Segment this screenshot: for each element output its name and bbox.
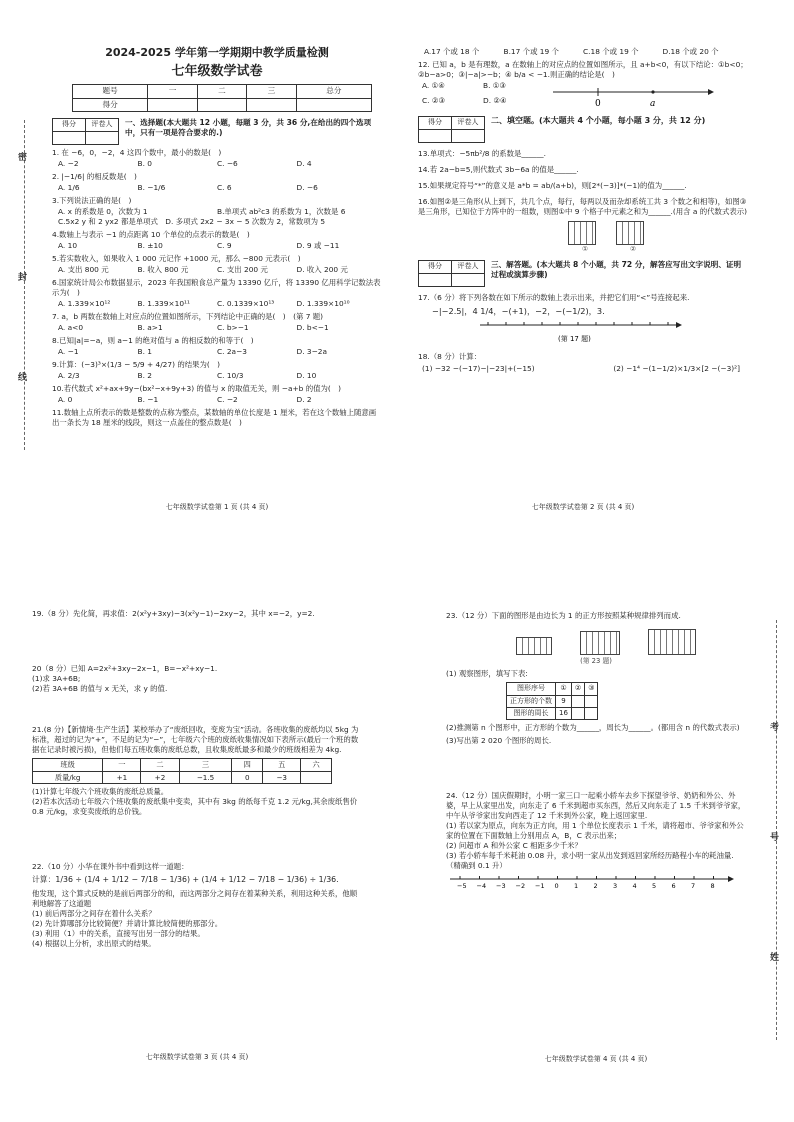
option-d: D. b<−1 [296,322,329,332]
binding-line-left [24,120,25,450]
option-c: C. −2 [217,394,238,404]
numline-label-a: a [650,98,656,109]
option-d: D.18 个或 20 个 [662,47,719,56]
page-footer: 七年级数学试卷第 3 页 (共 4 页) [145,1052,249,1061]
question-options [52,346,382,357]
grader-box [418,260,485,287]
option-b: B. 收入 800 元 [137,264,189,274]
option-a: A. ①④ [422,80,445,90]
option-a: A. 1/6 [58,182,80,192]
page-footer: 七年级数学试卷第 2 页 (共 4 页) [531,502,635,511]
q22-calc: 计算：1/36 ÷ (1/4 + 1/12 − 7/18 − 1/36) + (1/4 + 1/12 − 7/18 − 1/36) ÷ 1/36. [32,875,339,885]
question-stem: 8.已知|a|=−a，则 a−1 的绝对值与 a 的相反数的和等于( ) [52,335,254,345]
number-line-q17 [478,317,688,343]
q17-numbers: −|−2.5|，4 1/4，−(+1)，−2，−(−1/2)，3. [432,306,605,317]
option-a: A. 支出 800 元 [58,264,109,274]
grader-cell [452,274,485,287]
tick-label: 5 [652,882,657,891]
q23-item-3: (3)写出第 2 020 个图形的周长. [446,736,552,746]
table-cell [571,695,584,707]
question-19: 19.（8 分）先化简，再求值：2(x²y+3xy)−3(x²y−1)−2xy−2，其中 x=−2，y=2. [32,609,315,618]
question-4 [52,230,382,251]
question-22: 22.（10 分）小华在课外书中看到这样一道题： [32,862,189,872]
tick-label: −4 [476,882,487,891]
tick-label: −3 [496,882,506,891]
q18-item-1: (1) −32 −(−17)−|−23|+(−15) [422,364,535,374]
tick-label: 1 [574,882,579,891]
number-line-q12 [548,80,718,110]
option-c: C. b>−1 [217,322,249,332]
grid-figure-2 [616,221,644,245]
option-b: B. ±10 [137,240,163,250]
option-c: C. 9 [217,240,232,250]
grader-box [52,118,119,145]
question-21: 21.(8 分)【新情境·生产生活】某校举办了“废纸回收，变废为宝”活动。各班收集的废纸均以 5kg 为标准，超过的记为“+”，不足的记为“−”，七年级六个班的废纸收集情况如下表所示(最后一个班的数据在记录时被污损)，但他们每五班收集的废纸总数，且收集废纸最多和最少的班级相差为 4kg. [32,724,359,754]
grader-label-score: 得分 [419,116,452,129]
figure-label-1: ① [581,244,589,253]
exam-subtitle: 七年级数学试卷 [171,63,263,79]
table-cell: 0 [232,771,263,784]
table-header-cell: 一 [103,758,141,771]
table-header-cell: 五 [263,758,301,771]
option-b: B. 0 [137,158,152,168]
side-mark-right-3: 姓 [770,953,780,963]
q17-caption: (第 17 题) [558,335,591,344]
tick-label: −1 [535,882,545,891]
q24-item-2: (2) 问超市 A 和外公家 C 相距多少千米？ [446,841,582,851]
option-c: C. 10/3 [217,370,244,380]
question-options [52,206,382,217]
option-a: A. 10 [58,240,78,250]
tick-label: 7 [691,882,696,891]
table-cell [301,771,332,784]
option-d: D. 收入 200 元 [296,264,348,274]
grader-cell [452,129,485,142]
option-b: B. 1 [137,346,152,356]
option-b: B.单项式 ab²c3 的系数为 1，次数是 6 [217,206,346,216]
option-a: A. −1 [58,346,79,356]
q11-options [418,46,748,57]
section-2-header [418,116,748,143]
pattern-figure-3 [648,629,696,655]
q22-item-2: (2) 先计算哪部分比较简便？并请计算比较简便的那部分。 [32,918,223,928]
table-header-cell: ③ [585,683,598,695]
option-d: D. 1.339×10¹⁰ [296,298,350,308]
tick-label: 4 [632,882,637,891]
side-mark-right-1: 考 [770,723,780,733]
grader-label-reviewer: 评卷人 [86,118,119,131]
question-15: 15.如果规定符号“*”的意义是 a*b = ab/(a+b)，则[2*(−3)]*(−1)的值为______. [418,180,687,190]
question-options [52,298,382,309]
table-cell [585,695,598,707]
score-header-2: 二 [197,85,246,98]
question-stem: 12. 已知 a，b 是有理数，a 在数轴上的对应点的位置如图所示，且 a+b<0，有以下结论：①b<0；②b−a>0；③|−a|>−b；④ b/a < −1.则正确的结论是( ) [418,59,748,79]
option-b: B. −1/6 [137,182,166,192]
option-d: D. ②④ [483,95,507,105]
option-d: D. 2 [296,394,312,404]
table-cell: +1 [103,771,141,784]
score-header-1: 一 [148,85,197,98]
option-c: C. 6 [217,182,232,192]
grader-label-reviewer: 评卷人 [452,261,485,274]
q20-item-2: (2)若 3A+6B 的值与 x 无关，求 y 的值. [32,683,168,693]
question-13: 13.单项式：−5πb²/8 的系数是______. [418,148,546,158]
question-stem: 11.数轴上点所表示的数是整数的点称为整点，某数轴的单位长度是 1 厘米，若在这个数轴上随意画出一条长为 18 厘米的线段，则这一点盖住的整点数是( ) [52,407,377,427]
q23-table [506,682,598,720]
question-options [52,370,382,381]
exam-page-3 [32,606,362,1066]
q18-items [418,362,748,374]
exam-page-2 [418,46,748,516]
question-3 [52,196,382,227]
option-d: D. −6 [296,182,318,192]
q22-item-1: (1) 前后两部分之间存在着什么关系？ [32,908,156,918]
question-23: 23.（12 分）下面的图形是由边长为 1 的正方形按照某种规律排列而成. [446,611,681,620]
option-d: D. 4 [296,158,312,168]
table-header-cell: 图形序号 [507,683,556,695]
score-cell [197,98,246,111]
grader-cell [419,129,452,142]
question-stem: 5.若实数收入，如果收入 1 000 元记作 +1000 元，那么 −800 元表示( ) [52,253,301,263]
table-cell: 图形的周长 [507,708,556,720]
question-11 [52,408,382,428]
q23-figures [516,629,746,655]
tick-label: 0 [554,882,559,891]
section-3-title: 三、解答题。(本大题共 8 个小题，共 72 分，解答应写出文字说明、证明过程或演算步骤) [491,260,742,280]
question-stem: 2. |−1/6| 的相反数是( ) [52,171,137,181]
q21-item-2: (2)若本次活动七年级六个班收集的废纸集中变卖，其中有 3kg 的纸每千克 1.2 元/kg,其余废纸售价 0.8 元/kg，求变卖废纸的总价钱。 [32,797,358,817]
question-12 [418,60,748,110]
table-cell: 质量/kg [33,771,103,784]
side-mark-right-2: 号 [770,833,780,843]
option-d: D. 9 或 −11 [296,240,340,250]
question-stem: 3.下列说法正确的是( ) [52,195,132,205]
question-options [52,394,382,405]
grid-figure-1 [568,221,596,245]
question-18: 18.（8 分）计算： [418,352,482,362]
question-stem: 1. 在 −6，0，−2，4 这四个数中，最小的数是( ) [52,147,222,157]
table-cell: −1.5 [179,771,232,784]
score-cell [247,98,296,111]
option-b: B. a>1 [137,322,163,332]
option-a: A. x 的系数是 0，次数为 1 [58,206,148,216]
number-line-q24 [446,871,736,897]
q23-caption: (第 23 题) [580,656,612,665]
question-options [52,182,382,193]
option-b: B.17 个或 19 个 [503,47,559,56]
q18-item-2: (2) −1⁴ −(1−1/2)×1/3×[2 −(−3)²] [613,364,740,374]
tick-label: 8 [710,882,715,891]
q22-item-4: (4) 根据以上分析，求出原式的结果。 [32,938,156,948]
option-c: C. 支出 200 元 [217,264,268,274]
grader-label-score: 得分 [419,261,452,274]
option-a: A. 0 [58,394,73,404]
question-9 [52,360,382,381]
score-header-0: 题号 [73,85,148,98]
question-20: 20（8 分）已知 A=2x²+3xy−2x−1，B=−x²+xy−1. [32,663,218,673]
option-c: C. 0.1339×10¹³ [217,298,275,308]
q22-body: 他发现，这个算式反映的是前后两部分的和，而这两部分之间存在着某种关系，利用这种关系，他顺利地解答了这道题 [32,888,358,908]
section-2-title: 二、填空题。(本大题共 4 个小题，每小题 3 分，共 12 分) [491,115,706,125]
grader-label-score: 得分 [53,118,86,131]
option-c: C. −6 [217,158,238,168]
option-b: B. ①③ [483,80,507,90]
option-a: A. a<0 [58,322,84,332]
exam-page-1 [52,46,382,516]
question-7 [52,312,382,333]
option-b: B. 2 [137,370,152,380]
side-mark-left-1: 密 [18,153,28,163]
option-a: A.17 个或 18 个 [424,47,480,56]
grader-cell [419,274,452,287]
table-cell [585,708,598,720]
option-a: A. −2 [58,158,79,168]
option-c: C. ②③ [422,95,446,105]
option-a: A. 1.339×10¹² [58,298,111,308]
tick-label: −2 [515,882,526,891]
question-stem-cont: C.5x2 y 和 2 yx2 都是单项式 D. 多项式 2x2 − 3x − 5 次数为 2，常数项为 5 [58,216,326,226]
numline-label-zero: 0 [595,98,601,109]
question-16: 16.如图②是三角形(从上到下，共几个点，每行，每两以及而杂却系统工共 3 个数之和相等)，如图③是三角形，已知位于方阵中的一组数，则图①中 9 个格子中元素之和为______.(用含 a 的代数式表示) [418,196,747,216]
option-c: C. 2a−3 [217,346,247,356]
tick-label: −5 [457,882,467,891]
q24-item-1: (1) 若以家为原点，向东为正方向，用 1 个单位长度表示 1 千米，请将超市、爷爷家和外公家的位置在下面数轴上分别用点 A，B，C 表示出来； [446,821,744,841]
q22-item-3: (3) 利用（1）中的关系，直接写出另一部分的结果。 [32,928,205,938]
question-stem: 10.若代数式 x²+ax+9y−(bx²−x+9y+3) 的值与 x 的取值无关，则 −a+b 的值为( ) [52,383,342,393]
table-cell: +2 [141,771,179,784]
pattern-figure-2 [580,631,620,655]
tick-label: 2 [593,882,598,891]
exam-title: 2024-2025 学年第一学期期中教学质量检测 [105,46,329,59]
question-1 [52,148,382,169]
question-stem: 4.数轴上与表示 −1 的点距离 10 个单位的点表示的数是( ) [52,229,250,239]
question-2 [52,172,382,193]
option-c: C.18 个或 19 个 [583,47,639,56]
question-options [52,322,382,333]
option-d: D. 10 [296,370,317,380]
question-options [52,158,382,169]
table-cell: 9 [556,695,572,707]
q23-item-2: (2)推测第 n 个图形中，正方形的个数为______，周长为______。(都用含 n 的代数式表示) [446,723,740,733]
section-1-title: 一、选择题(本大题共 12 小题，每题 3 分，共 36 分,在给出的四个选项中，只有一项是符合要求的.) [125,117,372,138]
grader-cell [53,131,86,144]
table-header-cell: 二 [141,758,179,771]
page-footer: 七年级数学试卷第 1 页 (共 4 页) [165,502,269,511]
grader-cell [86,131,119,144]
table-header-cell: ① [556,683,572,695]
table-cell [571,708,584,720]
score-cell [296,98,371,111]
q23-item-1: (1) 观察图形，填写下表: [446,669,528,679]
score-header-4: 总分 [296,85,371,98]
q21-table [32,758,332,784]
option-d: D. 3−2a [296,346,328,356]
table-cell: 16 [556,708,572,720]
option-a: A. 2/3 [58,370,80,380]
q20-item-1: (1)求 3A+6B; [32,673,81,683]
side-mark-left-2: 封 [18,273,28,283]
score-table [72,84,372,112]
question-10 [52,384,382,405]
question-5 [52,254,382,275]
question-6 [52,278,382,309]
table-header-cell: 三 [179,758,232,771]
table-cell: −3 [263,771,301,784]
score-header-3: 三 [247,85,296,98]
grader-label-reviewer: 评卷人 [452,116,485,129]
page-footer: 七年级数学试卷第 4 页 (共 4 页) [544,1054,648,1063]
q21-item-1: (1)计算七年级六个班收集的废纸总质量。 [32,787,169,797]
question-options [52,264,382,275]
table-header-cell: 班级 [33,758,103,771]
figure-label-2: ② [629,244,637,253]
option-b: B. 1.339×10¹¹ [137,298,190,308]
section-1-header [52,118,382,145]
option-b: B. −1 [137,394,159,404]
pattern-figure-1 [516,637,552,655]
score-row-label: 得分 [73,98,148,111]
question-24: 24.（12 分）国庆假期时，小明一家三口一起乘小轿车去乡下探望爷爷、奶奶和外公、外婆，早上从家里出发，向东走了 6 千米到超市买东西，然后又向东走了 1.5 千米到爷爷家，中午从爷爷家出发向西走了 12 千米到外公家，晚上返回家里. [446,791,746,821]
question-options [52,240,382,251]
question-17: 17.（6 分）将下列各数在如下所示的数轴上表示出来，并把它们用“<”号连接起来. [418,293,690,303]
question-stem: 7. a，b 两数在数轴上对应点的位置如图所示，下列结论中正确的是( ) (第 7 题) [52,311,324,321]
grader-box [418,116,485,143]
question-stem: 6.国家统计局公布数据显示，2023 年我国粮食总产量为 13390 亿斤，将 13390 亿用科学记数法表示为( ) [52,277,381,297]
q16-figures [568,221,748,254]
table-header-cell: ② [571,683,584,695]
table-cell: 正方形的个数 [507,695,556,707]
tick-label: 6 [671,882,676,891]
table-header-cell: 六 [301,758,332,771]
tick-label: 3 [613,882,618,891]
section-3-header [418,260,748,287]
q24-item-3: (3) 若小轿车每千米耗油 0.08 升，求小明一家从出发到返回家所经历路程小车的耗油量.（精确到 0.1 升） [446,851,734,871]
score-cell [148,98,197,111]
table-header-cell: 四 [232,758,263,771]
question-14: 14.若 2a−b=5,则代数式 3b−6a 的值是______. [418,164,579,174]
question-stem: 9.计算：(−3)³×(1/3 − 5/9 + 4/27) 的结果为( ) [52,359,221,369]
side-mark-left-3: 线 [18,373,28,383]
exam-page-4 [446,608,746,1068]
question-8 [52,336,382,357]
